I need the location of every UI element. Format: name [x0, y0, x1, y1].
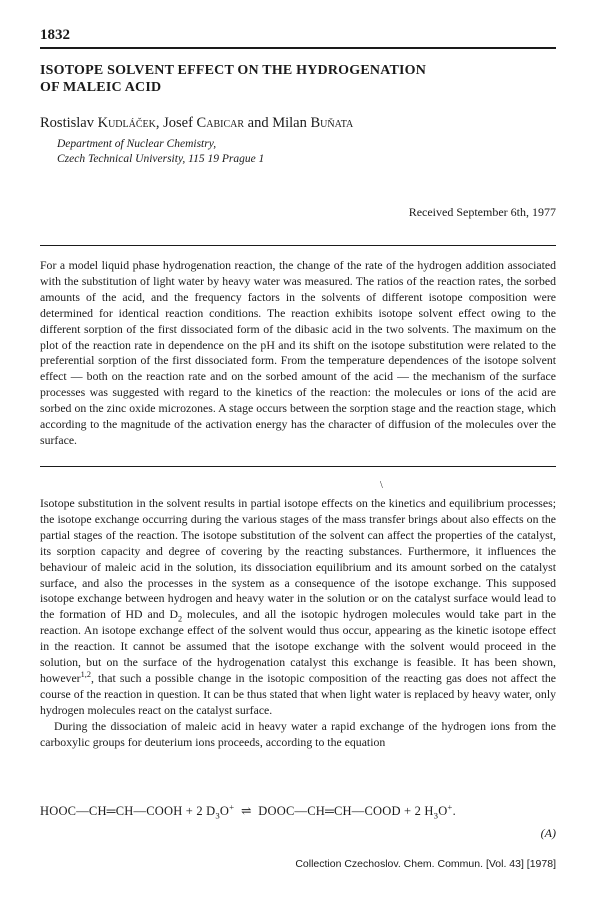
affiliation-line-1: Department of Nuclear Chemistry, — [57, 138, 217, 150]
body-text — [40, 496, 556, 751]
header-rule — [40, 47, 556, 49]
affiliation — [57, 137, 557, 167]
abstract-bottom-rule — [40, 466, 556, 467]
author-1-first: Rostislav — [40, 115, 94, 131]
body-paragraph-1: Isotope substitution in the solvent results in partial isotope effects on the kinetics and equilibrium processes; the isotope exchange occurring during the various stages of the mass transfer brings about also effects on the partial stages of the reaction. The isotope substitution of the solvent can affect the properties of the catalyst, its sorption capacity and degree of covering by the reacting substances. Furthermore, it influences the behaviour of maleic acid in the solution, its dissociation equilibrium and its amount sorbed on the catalyst surface, and also the processes in the system as a consequence of the isotope exchange. This supposed isotope exchange between hydrogen and heavy water in the solution or on the catalyst surface would lead to the formation of HD and $D_2$ molecules, and all the isotopic hydrogen molecules would take part in the reaction. An isotope exchange effect of the solvent would thus occur, appearing as the kinetic isotope effect in the reaction. It cannot be assumed that the isotope exchange with the solvent would proceed in the solution, but on the surface of the hydrogenation catalyst this exchange is feasible. It has been shown, however$^{1,2}$, that such a possible change in the isotopic composition of the reacting gas does not affect the course of the reaction in question. It can be thus stated that when light water is replaced by heavy water, only hydrogen molecules react on the catalyst surface. — [40, 496, 556, 717]
chemical-equation: HOOC—CH═CH—COOH + 2 $D_3O^+$ ⇌ DOOC—CH═CH—COOD + 2 $H_3O^+$. — [40, 801, 456, 821]
author-2-last: Cabicar — [196, 115, 245, 131]
abstract-text: For a model liquid phase hydrogenation reaction, the change of the rate of the hydrogen addition associated with the substitution of light water by heavy water was measured. The ratios of the reaction rates, the sorbed amounts of the acid, and the frequency factors in the solvents of different isotope composition were determined for identical reaction conditions. The reaction exhibits isotope solvent effect owing to the different sorption of the first dissociated form of the dibasic acid in the two solvents. The maximum on the plot of the reaction rate in dependence on the pH and its shift on the isotope substitution were related to the preferential sorption of the first dissociated form. From the temperature dependences of the isotope solvent effect — both on the reaction rate and on the sorbed amount of the acid — the mechanism of the surface processes was suggested with regard to the kinetics of the reaction: the molecules or ions of the acid are sorbed on the zinc oxide microzones. A stage occurs between the sorption stage and the reaction stage, which according to the magnitude of the activation energy has the character of diffusion of the molecules over the surface. — [40, 258, 556, 447]
stray-mark: \ — [380, 480, 383, 491]
abstract-top-rule — [40, 245, 556, 246]
author-3-last: Buňata — [310, 115, 354, 131]
equation-label: (A) — [540, 826, 556, 840]
equilibrium-arrow: ⇌ — [240, 804, 252, 818]
author-3-first: Milan — [272, 115, 307, 131]
received-date: Received September 6th, 1977 — [408, 205, 556, 219]
page-number: 1832 — [40, 27, 70, 43]
body-paragraph-2: During the dissociation of maleic acid in heavy water a rapid exchange of the hydrogen ions from the carboxylic groups for deuterium ions proceeds, according to the equation — [40, 718, 556, 749]
author-1-last: Kudláček — [97, 115, 156, 131]
title-line-2: OF MALEIC ACID — [40, 80, 162, 95]
author-2-first: Josef — [163, 115, 193, 131]
author-conjunction: and — [247, 115, 269, 131]
affiliation-line-2: Czech Technical University, 115 19 Prague 1 — [57, 153, 265, 165]
journal-footer: Collection Czechoslov. Chem. Commun. [Vol. 43] [1978] — [295, 858, 556, 870]
title-line-1: ISOTOPE SOLVENT EFFECT ON THE HYDROGENATION — [40, 63, 427, 78]
author-list: Rostislav Kudláček, Josef Cabicar and Milan Buňata — [40, 115, 354, 131]
article-title — [40, 62, 540, 96]
